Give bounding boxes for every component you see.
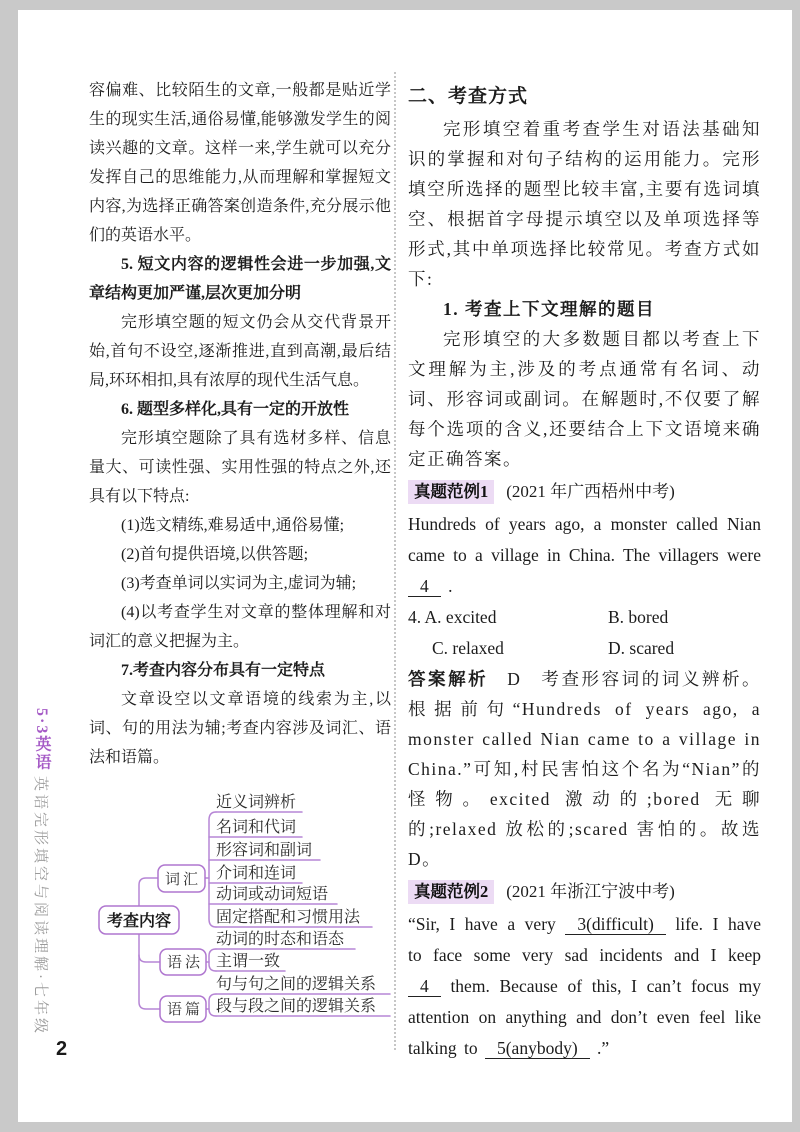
spine-series-label: 英语完形填空与阅读理解·七年级 <box>32 776 48 1036</box>
fill-in-blank: 4 <box>408 976 441 997</box>
fill-in-blank: 3(difficult) <box>565 914 665 935</box>
exam-content-mindmap <box>85 780 405 1030</box>
paragraph: (3)考查单词以实词为主,虚词为辅; <box>121 575 357 592</box>
page-number: 2 <box>56 1038 68 1060</box>
mindmap-connector <box>139 878 158 906</box>
text-run: life. I have to face some very sad incidents and I keep <box>408 914 761 965</box>
text-run: 答案解析 <box>408 669 489 689</box>
paragraph: 完形填空题除了具有选材多样、信息量大、可读性强、实用性强的特点之外,还具有以下特点: <box>89 430 391 505</box>
sub-heading: 7.考查内容分布具有一定特点 <box>121 662 326 679</box>
paragraph: 容偏难、比较陌生的文章,一般都是贴近学生的现实生活,通俗易懂,能够激发学生的阅读兴趣的文章。这样一来,学生就可以充分发挥自己的思维能力,从而理解和掌握短文内容,为选择正确答案创造条件,充分展示他们的英语水平。 <box>89 82 391 244</box>
mindmap-leaf-label: 段与段之间的逻辑关系 <box>216 998 377 1015</box>
option-row <box>408 633 761 664</box>
mindmap-leaf-label: 近义词辨析 <box>216 794 297 811</box>
option-row <box>408 602 761 633</box>
mindmap-connector <box>139 934 160 1009</box>
mindmap-leaf-label: 动词的时态和语态 <box>216 931 345 948</box>
paragraph: (2)首句提供语境,以供答题; <box>121 546 309 563</box>
answer-option: B. bored <box>608 607 669 627</box>
example-badge: 真题范例1 <box>408 480 494 504</box>
paragraph: (1)选文精练,难易适中,通俗易懂; <box>121 517 345 534</box>
mindmap-connector <box>209 949 216 971</box>
paragraph: 完形填空题的短文仍会从交代背景开始,首句不设空,逐渐推进,直到高潮,最后结局,环环相扣,具有浓厚的现代生活气息。 <box>89 314 391 389</box>
paragraph: 文章设空以文章语境的线索为主,以词、句的用法为辅;考查内容涉及词汇、语法和语篇。 <box>89 691 391 766</box>
example-source-line <box>408 475 761 508</box>
mindmap-leaf-label: 主谓一致 <box>216 953 281 970</box>
example-badge: 真题范例2 <box>408 880 494 904</box>
text-run: them. Because of this, I can’t focus my attention on anything and don’t even feel like talking to <box>408 976 761 1058</box>
text-run: Hundreds of years ago, a monster called Nian came to a village in China. The villagers were <box>408 514 761 565</box>
section-heading: 二、考查方式 <box>408 86 529 107</box>
text-run: D 考查形容词的词义辨析。根据前句“Hundreds of years ago, a monster called Nian came to a village in China.”可知,村民害怕这个名为“Nian”的怪物。excited 激动的;bored 无聊的;relaxed 放松的;scared 害怕的。故选 D。 <box>408 669 762 869</box>
example-source-line <box>408 875 761 908</box>
right-column <box>408 80 761 1064</box>
mindmap-connector <box>209 994 216 1016</box>
mindmap-leaf-label: 形容词和副词 <box>216 842 313 859</box>
mindmap-branch-label: 词汇 <box>164 872 202 888</box>
mindmap-leaf-label: 句与句之间的逻辑关系 <box>216 976 377 993</box>
mindmap-connector <box>139 955 160 962</box>
mindmap-leaf-label: 动词或动词短语 <box>216 886 329 903</box>
mindmap-branch-label: 语篇 <box>166 1002 204 1018</box>
answer-option: C. relaxed <box>432 638 504 658</box>
text-run: “Sir, I have a very <box>408 914 566 934</box>
mindmap-connector <box>209 812 216 927</box>
paragraph: (4)以考查学生对文章的整体理解和对词汇的意义把握为主。 <box>89 604 391 650</box>
sub-heading: 1. 考查上下文理解的题目 <box>443 299 655 319</box>
fill-in-blank: 5(anybody) <box>485 1038 590 1059</box>
book-page <box>18 10 792 1122</box>
sub-heading: 5. 短文内容的逻辑性会进一步加强,文章结构更加严谨,层次更加分明 <box>89 256 391 302</box>
mindmap-branch-label: 语法 <box>166 955 204 971</box>
left-column <box>89 76 391 772</box>
english-passage <box>408 509 761 602</box>
answer-option: D. scared <box>608 638 675 658</box>
spine-brand-label: 5·3英语 <box>33 708 50 772</box>
mindmap-leaf-label: 介词和连词 <box>216 865 297 882</box>
exam-source: (2021 年浙江宁波中考) <box>506 882 675 901</box>
mindmap-leaf-label: 名词和代词 <box>216 819 297 836</box>
answer-analysis <box>408 664 761 874</box>
mindmap-leaf-label: 固定搭配和习惯用法 <box>216 909 361 926</box>
text-run: . <box>440 576 453 596</box>
english-passage <box>408 909 761 1064</box>
mindmap-root-label: 考查内容 <box>106 913 172 930</box>
paragraph: 完形填空的大多数题目都以考查上下文理解为主,涉及的考点通常有名词、动词、形容词或副词。在解题时,不仅要了解每个选项的含义,还要结合上下文语境来确定正确答案。 <box>408 329 761 469</box>
answer-option: 4. A. excited <box>408 607 497 627</box>
text-run: .” <box>589 1038 610 1058</box>
fill-in-blank: 4 <box>408 576 441 597</box>
sub-heading: 6. 题型多样化,具有一定的开放性 <box>121 401 350 418</box>
exam-source: (2021 年广西梧州中考) <box>506 482 675 501</box>
paragraph: 完形填空着重考查学生对语法基础知识的掌握和对句子结构的运用能力。完形填空所选择的题型比较丰富,主要有选词填空、根据首字母提示填空以及单项选择等形式,其中单项选择比较常见。考查方式如下: <box>408 119 761 289</box>
